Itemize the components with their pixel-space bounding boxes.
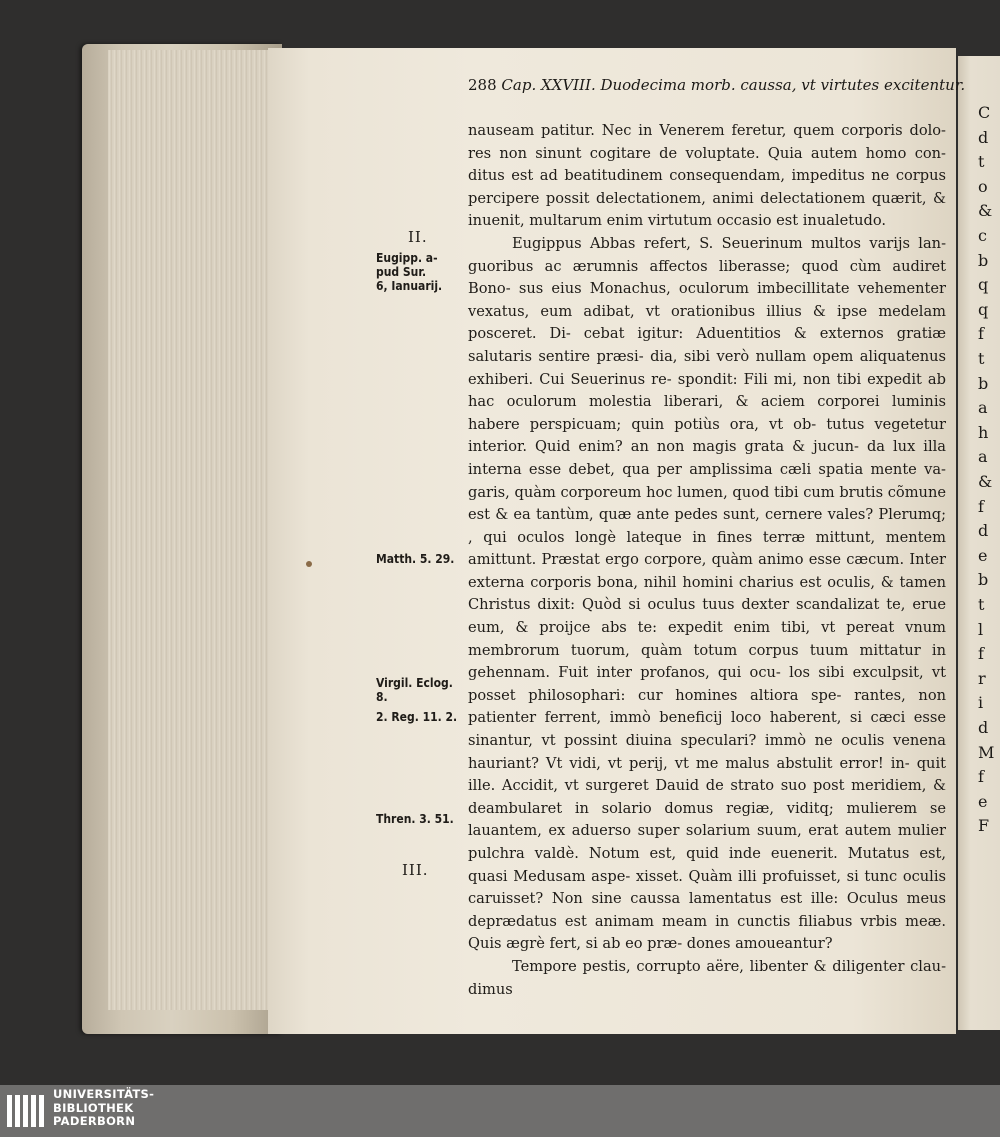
facing-page-letter: f xyxy=(978,767,984,787)
facing-page-letter: M xyxy=(978,742,995,762)
text-line: corpus tuum mittatur in gehennam. Fuit inter profanos, qui ocu- xyxy=(468,641,946,682)
text-line: deambularet in solario domus regiæ, viditq; mulierem se lauantem, xyxy=(468,799,946,840)
text-line: sus eius Monachus, oculorum imbecillitate vehementer vexatus, xyxy=(468,280,946,320)
facing-page-letter: d xyxy=(978,521,989,541)
text-line: expedit enim tibi, vt pereat vnum membrorum tuorum, quàm totum xyxy=(468,619,946,659)
text-line: quit ille. Accidit, vt surgeret Dauid de strato suo post meridiem, & xyxy=(468,754,946,795)
facing-page-letter: & xyxy=(978,201,993,221)
text-line: venena hauriant? Vt vidi, vt perij, vt me malus abstulit error! in- xyxy=(468,732,946,772)
margin-note-line: Thren. 3. 51. xyxy=(376,812,454,826)
library-logo-icon xyxy=(4,1089,48,1133)
facing-page-letter: F xyxy=(978,816,990,836)
margin-note-line: 6, Ianuarij. xyxy=(376,279,443,293)
facing-page-letter: f xyxy=(978,324,984,344)
text-line: garis, quàm corporeum hoc lumen, quod tibi cum brutis cõmune est & xyxy=(468,483,946,524)
facing-page-letter: q xyxy=(978,275,989,295)
facing-page-letter: d xyxy=(978,718,989,737)
margin-note-line: pud Sur. xyxy=(376,265,427,279)
text-line: Notum est, quid inde euenerit. Mutatus est, quasi Medusam aspe- xyxy=(468,845,947,885)
text-line: cebat igitur: Aduentitios & externos gratiæ salutaris sentire præsi- xyxy=(468,325,946,365)
text-line: spondit: Fili mi, non tibi expedit ab hac oculorum molestia liberari, xyxy=(468,370,946,411)
margin-note-reg xyxy=(376,710,457,724)
margin-note-line: Eugipp. a- xyxy=(376,251,438,265)
facing-page-letter: h xyxy=(978,422,989,442)
margin-note-line: 8. xyxy=(376,690,388,704)
text-line: dones amoueantur? xyxy=(686,935,833,953)
facing-page-letter: l xyxy=(978,619,984,639)
library-name-line: UNIVERSITÄTS- xyxy=(53,1087,155,1101)
margin-note-line: Virgil. Eclog. xyxy=(376,676,453,690)
paragraph xyxy=(468,120,946,233)
text-line: dia, sibi verò nullam opem aliquatenus exhiberi. Cui Seuerinus re- xyxy=(468,347,947,388)
text-line: da lux illa interna esse debet, qua per amplissima cæli spatia mente va- xyxy=(468,438,947,478)
facing-page-edge xyxy=(958,56,1000,1030)
facing-page-letter: t xyxy=(978,349,985,368)
text-line: eum adibat, vt orationibus illius & ipse medelam posceret. Di- xyxy=(468,302,946,343)
facing-page-letter: b xyxy=(978,250,989,270)
page-number: 288 xyxy=(468,76,497,94)
facing-page-letter: f xyxy=(978,644,984,664)
margin-note-eugipp xyxy=(376,251,442,293)
main-text xyxy=(468,120,946,1001)
text-line: tutus vegetetur interior. Quid enim? an non magis grata & jucun- xyxy=(468,415,947,456)
text-line: xisset. Quàm illi profuisset, si tunc oculis caruisset? Non sine xyxy=(468,867,947,908)
text-line: ergo corpore, quàm animo esse cæcum. Inter externa corporis xyxy=(468,551,947,591)
paragraph xyxy=(468,233,946,956)
text-line: guoribus ac ærumnis affectos liberasse; quod cùm audiret Bono- xyxy=(468,257,946,298)
text-line: ex aduerso super solarium suum, erat autem mulier pulchra valdè. xyxy=(468,822,947,862)
facing-page-letter: t xyxy=(978,595,985,614)
text-line: Quòd si oculus tuus dexter scandalizat te, erue eum, & proijce abs te: xyxy=(468,596,946,637)
text-line: nauseam patitur. Nec in Venerem feretur, quem corporis dolo- xyxy=(468,122,946,139)
text-line: inuenit, multarum enim virtutum occasio est inualetudo. xyxy=(468,212,886,230)
facing-page-letter: t xyxy=(978,152,985,172)
section-number-3: III. xyxy=(402,861,429,879)
text-line: cæci esse sinantur, vt possint diuina speculari? immò ne oculis xyxy=(468,709,946,750)
facing-page-letter: b xyxy=(978,373,989,393)
facing-page-letter: a xyxy=(978,447,988,467)
text-line: Eugippus Abbas refert, S. Seuerinum multos varijs lan- xyxy=(512,234,946,252)
margin-note-virgil xyxy=(376,676,453,704)
margin-note-thren xyxy=(376,812,454,826)
page-edges xyxy=(108,50,273,1010)
paper-spot xyxy=(306,561,312,567)
library-footer xyxy=(0,1085,1000,1137)
text-line: dimus xyxy=(468,980,513,998)
facing-page-letter: a xyxy=(978,398,988,418)
facing-page-letter: & xyxy=(978,472,993,491)
margin-note-line: Matth. 5. 29. xyxy=(376,552,455,566)
text-line: ea tantùm, quæ ante pedes sunt, cernere vales? Plerumq; , qui oculos xyxy=(468,506,947,546)
facing-page-letter: q xyxy=(978,299,989,319)
text-line: los sibi exculpsit, vt posset philosophari: cur homines altiora spe- xyxy=(468,664,947,704)
text-line: caussa lamentatus est ille: Oculus meus deprædatus est animam xyxy=(468,890,946,930)
text-line: meam in cunctis filiabus vrbis meæ. Quis ægrè fert, si ab eo præ- xyxy=(468,912,946,953)
text-line: bona, nihil homini charius est oculis, & tamen Christus dixit: xyxy=(468,573,946,614)
facing-page-letter: e xyxy=(978,791,988,811)
text-line: ditus est ad beatitudinem consequendam, impeditus ne corpus xyxy=(468,167,946,185)
text-line: res non sinunt cogitare de voluptate. Quia autem homo con- xyxy=(468,144,946,162)
running-title: Cap. XXVIII. Duodecima morb. caussa, vt virtutes excitentur. xyxy=(501,76,966,94)
facing-page-letter: o xyxy=(978,176,988,196)
facing-page-letter: i xyxy=(978,693,984,713)
facing-page-letter: b xyxy=(978,570,989,590)
library-name xyxy=(53,1088,154,1129)
text-line: rantes, non patienter ferrent, immò beneficij loco haberent, si xyxy=(468,686,946,727)
facing-page-letter: C xyxy=(978,103,991,122)
facing-page-letter: r xyxy=(978,668,986,688)
library-name-line: BIBLIOTHEK xyxy=(53,1100,134,1115)
text-line: longè lateque in fines terræ mittunt, mentem amittunt. Præstat xyxy=(468,528,946,569)
library-name-line: PADERBORN xyxy=(53,1114,136,1128)
paragraph xyxy=(468,956,946,1001)
facing-page-letter: c xyxy=(978,226,987,245)
text-line: & aciem corporei luminis habere perspicuam; quin potiùs ora, vt ob- xyxy=(468,393,946,433)
facing-page-letter: e xyxy=(978,545,988,565)
margin-note-line: 2. Reg. 11. 2. xyxy=(376,710,458,724)
margin-note-matth xyxy=(376,552,454,566)
running-header xyxy=(468,76,966,94)
facing-page-letter: d xyxy=(978,127,989,147)
section-number-2: II. xyxy=(408,228,428,246)
text-line: Tempore pestis, corrupto aëre, libenter & diligenter clau- xyxy=(512,957,946,975)
text-line: percipere possit delectationem, animi delectationem quærit, & xyxy=(468,189,946,207)
facing-page-letter: f xyxy=(978,496,984,516)
